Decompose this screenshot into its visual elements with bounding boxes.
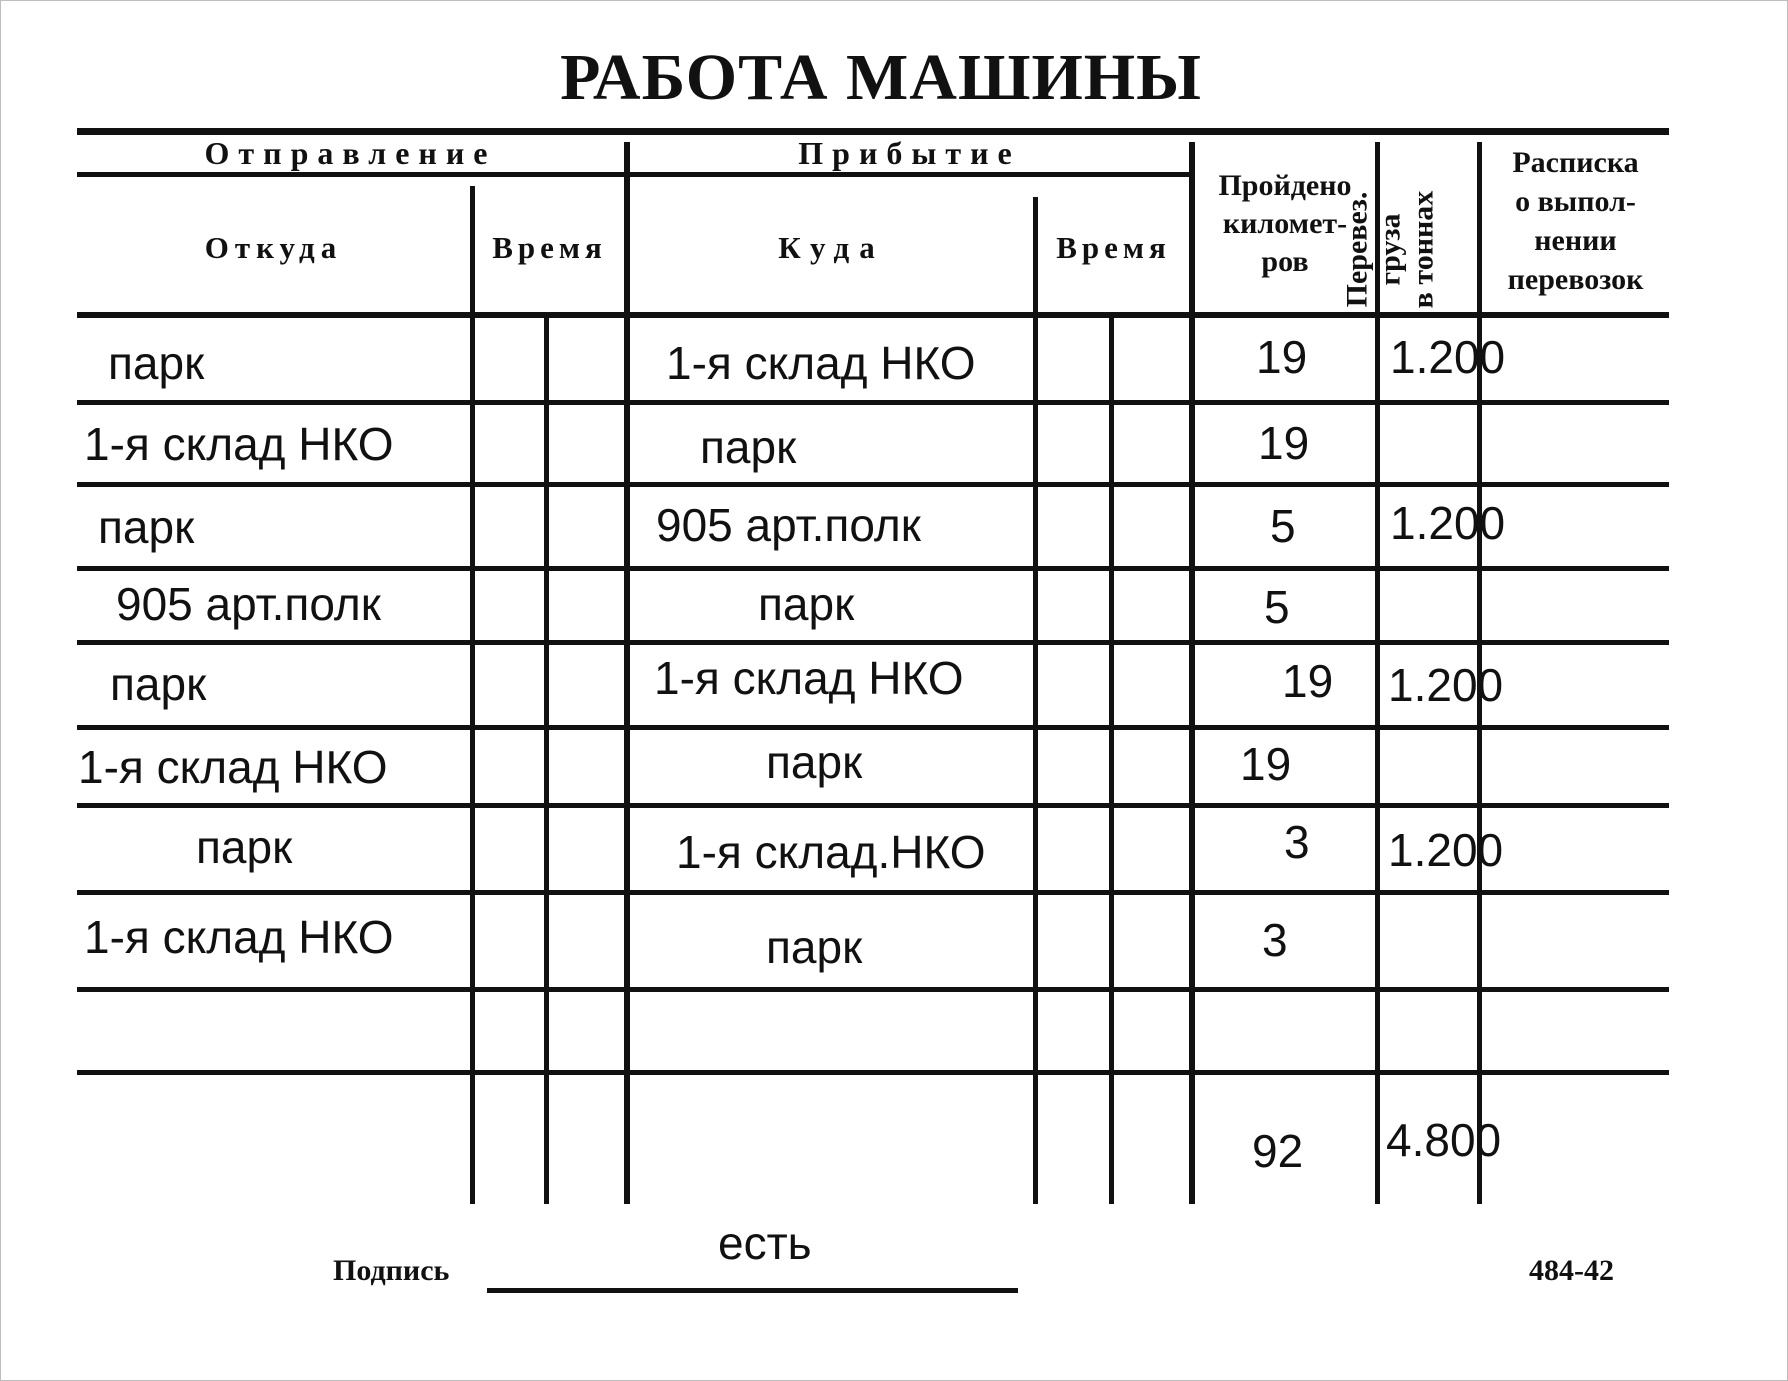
- header-cargo: [1341, 170, 1446, 330]
- signature-line: [487, 1288, 1018, 1293]
- col-rule-from-right: [470, 186, 475, 1204]
- row-2-to: парк: [700, 421, 797, 473]
- row-1-from: парк: [108, 337, 205, 389]
- header-receipt-line-4: перевозок: [1507, 263, 1644, 296]
- header-receipt-line-3: нении: [1534, 224, 1617, 257]
- header-from: Откуда: [204, 230, 343, 265]
- header-km-line-3: ров: [1261, 245, 1309, 278]
- rule-row-6: [77, 803, 1669, 808]
- row-6-km: 19: [1240, 738, 1292, 790]
- total-cargo: 4.800: [1386, 1114, 1502, 1166]
- row-1-km: 19: [1256, 331, 1308, 383]
- total-km: 92: [1252, 1125, 1304, 1177]
- row-2-from: 1-я склад НКО: [84, 418, 394, 470]
- header-cargo-line-2: груза: [1373, 213, 1407, 286]
- rule-group-departure: [77, 172, 627, 177]
- header-cargo-line-3: в тоннах: [1406, 190, 1440, 309]
- rule-row-5: [77, 725, 1669, 730]
- rule-row-4: [77, 640, 1669, 645]
- col-rule-time-arr-split: [1109, 315, 1114, 1204]
- rule-top: [77, 128, 1669, 135]
- row-3-cargo: 1.200: [1390, 497, 1506, 549]
- row-6-to: парк: [766, 736, 863, 788]
- row-1-cargo: 1.200: [1390, 331, 1506, 383]
- row-7-km: 3: [1284, 816, 1310, 868]
- col-rule-time-dep-split: [544, 315, 549, 1204]
- row-1-to: 1-я склад НКО: [666, 337, 976, 389]
- header-receipt-line-1: Расписка: [1512, 146, 1639, 179]
- rule-group-arrival: [627, 172, 1190, 177]
- row-8-from: 1-я склад НКО: [84, 911, 394, 963]
- header-cargo-line-1: Перевез.: [1340, 191, 1374, 308]
- rule-row-1: [77, 400, 1669, 405]
- row-3-from: парк: [98, 501, 195, 553]
- row-5-from: парк: [110, 658, 207, 710]
- col-rule-arrival-right: [1189, 142, 1195, 1204]
- signature-value: есть: [718, 1217, 812, 1269]
- row-5-to: 1-я склад НКО: [654, 652, 964, 704]
- header-receipt: [1482, 143, 1669, 299]
- header-time-arrival: Время: [1056, 230, 1171, 265]
- signature-label: Подпись: [333, 1254, 450, 1287]
- row-4-km: 5: [1264, 581, 1290, 633]
- rule-row-2: [77, 482, 1669, 487]
- row-5-cargo: 1.200: [1388, 659, 1504, 711]
- rule-row-7: [77, 890, 1669, 895]
- row-3-km: 5: [1270, 500, 1296, 552]
- row-7-cargo: 1.200: [1388, 824, 1504, 876]
- row-7-from: парк: [196, 821, 293, 873]
- form-number: 484-42: [1529, 1254, 1614, 1287]
- header-departure: Отправление: [204, 135, 497, 171]
- col-rule-to-right: [1033, 197, 1038, 1204]
- page-title: РАБОТА МАШИНЫ: [560, 41, 1202, 114]
- row-8-to: парк: [766, 921, 863, 973]
- row-3-to: 905 арт.полк: [656, 499, 921, 551]
- row-8-km: 3: [1262, 914, 1288, 966]
- col-rule-departure-right: [624, 142, 630, 1204]
- row-7-to: 1-я склад.НКО: [676, 826, 986, 878]
- row-2-km: 19: [1258, 417, 1310, 469]
- row-6-from: 1-я склад НКО: [78, 741, 388, 793]
- header-arrival: Прибытие: [798, 135, 1021, 171]
- header-km-line-1: Пройдено: [1218, 169, 1352, 202]
- header-time-departure: Время: [492, 230, 607, 265]
- row-4-from: 905 арт.полк: [116, 578, 381, 630]
- row-4-to: парк: [758, 578, 855, 630]
- rule-row-8: [77, 987, 1669, 992]
- header-to: Куда: [778, 230, 885, 265]
- row-5-km: 19: [1282, 655, 1334, 707]
- rule-row-9: [77, 1070, 1669, 1075]
- header-receipt-line-2: о выпол-: [1515, 185, 1636, 218]
- rule-row-3: [77, 566, 1669, 571]
- header-km-line-2: километ-: [1222, 207, 1348, 240]
